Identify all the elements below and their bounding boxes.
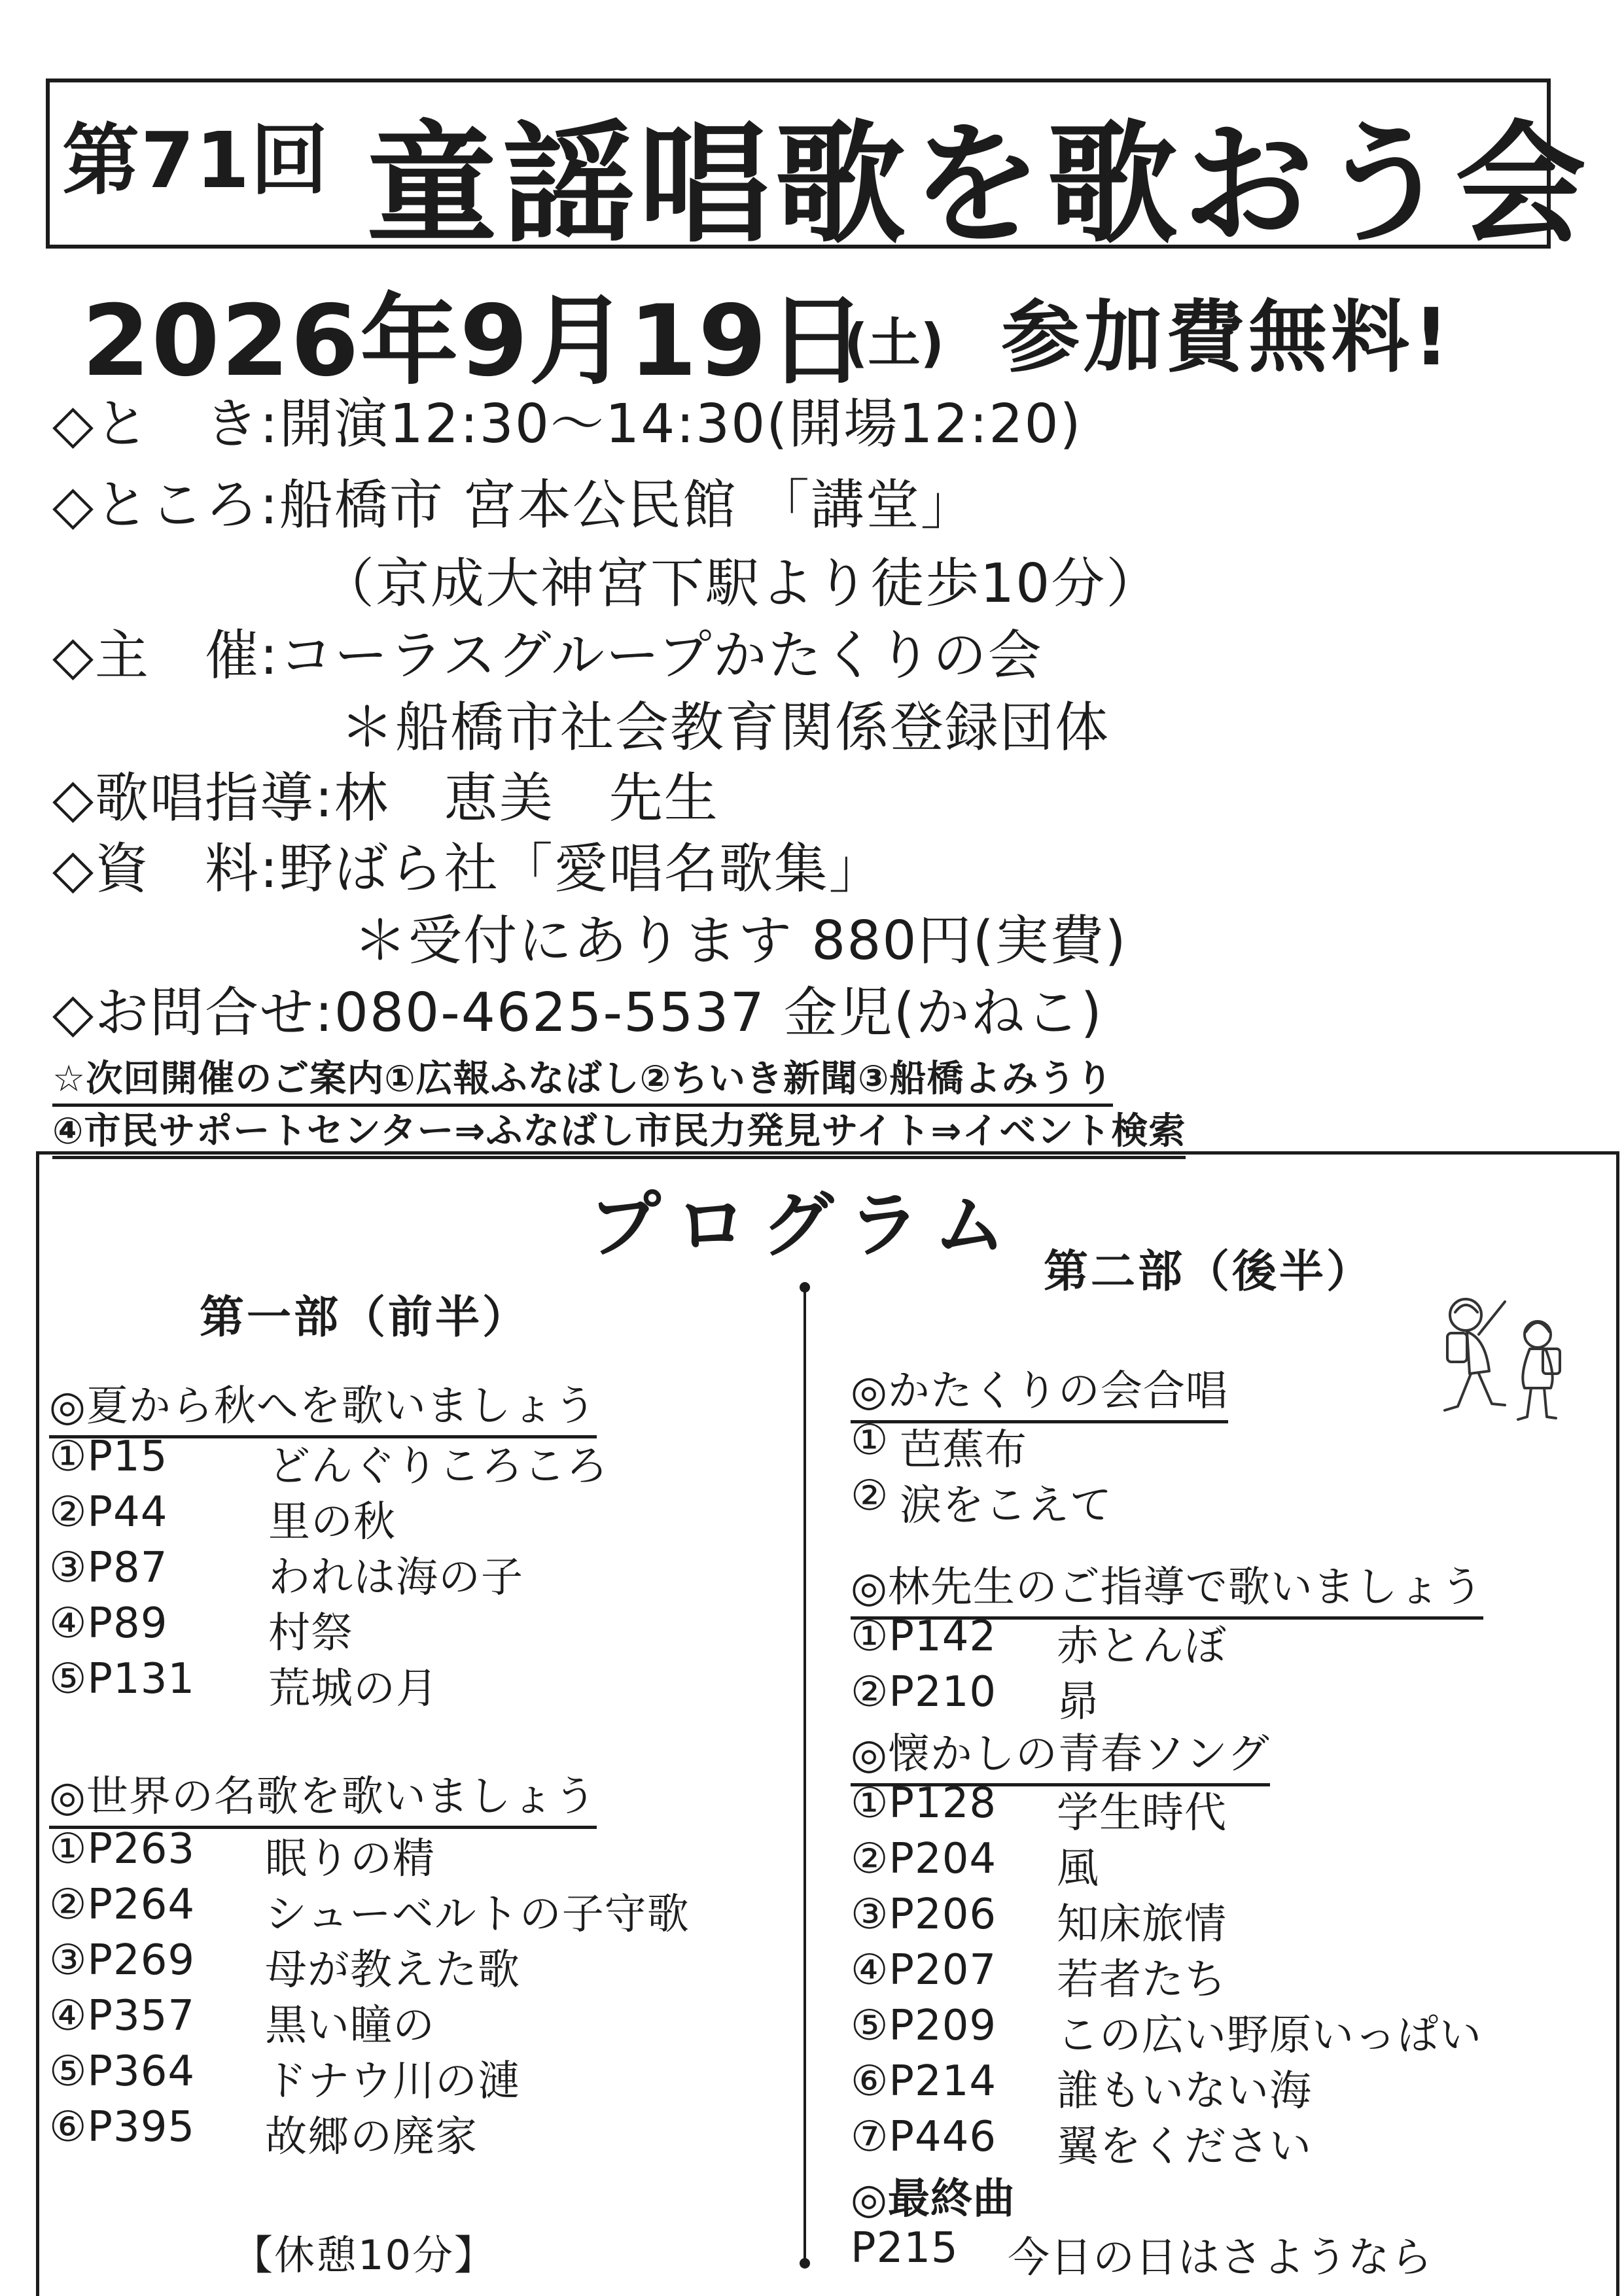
- list-item: [49, 1825, 195, 1873]
- part2-section1-title: ◎かたくりの会合唱: [851, 1357, 1228, 1423]
- info-organizer: ◇主 催:コーラスグループかたくりの会: [52, 625, 1043, 687]
- list-item: [851, 1779, 997, 1828]
- song-title: 若者たち: [1057, 1956, 1227, 2004]
- program-title: プログラム: [589, 1183, 1020, 1267]
- list-item: [49, 2103, 195, 2151]
- page-number: ⑦P446: [851, 2113, 997, 2161]
- list-item: [49, 1655, 195, 1703]
- song-title: 誰もいない海: [1057, 2067, 1312, 2115]
- song-title: 学生時代: [1057, 1789, 1227, 1837]
- list-item: [851, 1668, 997, 1716]
- page-number: ②P210: [851, 1668, 997, 1716]
- list-item: [851, 1946, 997, 1994]
- list-item: [49, 1599, 168, 1648]
- fee-label: 参加費無料!: [1001, 292, 1453, 383]
- divider-dot-top: [800, 1282, 810, 1293]
- column-divider: [803, 1282, 806, 2263]
- break-notice: 【休憩10分】: [232, 2231, 496, 2279]
- page-number: ⑤P364: [49, 2047, 196, 2096]
- song-title: 芭蕉布: [900, 1426, 1027, 1474]
- part1-section2-title: ◎世界の名歌を歌いましょう: [49, 1763, 597, 1829]
- page-number: ①P128: [851, 1779, 997, 1828]
- song-title: われは海の子: [268, 1554, 523, 1602]
- notice-line-1: ☆次回開催のご案内①広報ふなばし②ちいき新聞③船橋よみうり: [52, 1050, 1113, 1107]
- page-number: ⑥P395: [49, 2103, 196, 2151]
- song-title: 荒城の月: [268, 1665, 438, 1713]
- notice-line-2: ④市民サポートセンター⇒ふなばし市民力発見サイト⇒イベント検索: [52, 1102, 1186, 1159]
- part2-heading: 第二部（後半）: [1044, 1246, 1374, 1298]
- page-number: ③P206: [851, 1890, 997, 1939]
- page-number: ④P89: [49, 1599, 168, 1648]
- song-title: 昴: [1057, 1678, 1099, 1726]
- item-number: ②: [851, 1472, 889, 1520]
- children-illustration-icon: [1413, 1289, 1583, 1433]
- list-item: [851, 2057, 997, 2106]
- page-number: ③P269: [49, 1936, 196, 1985]
- song-title: この広い野原いっぱい: [1057, 2011, 1482, 2060]
- info-time: ◇と き:開演12:30〜14:30(開場12:20): [52, 393, 1082, 455]
- event-date: 2026年9月19日: [82, 285, 868, 398]
- list-item: [851, 1416, 889, 1465]
- info-instructor: ◇歌唱指導:林 恵美 先生: [52, 767, 719, 829]
- list-item: [851, 1890, 997, 1939]
- info-place: ◇ところ:船橋市 宮本公民館 「講堂」: [52, 474, 976, 536]
- info-organizer-note: ＊船橋市社会教育関係登録団体: [340, 697, 1110, 759]
- list-item: [49, 1488, 168, 1537]
- info-material-note: ＊受付にあります 880円(実費): [353, 910, 1127, 972]
- song-title: 故郷の廃家: [265, 2113, 478, 2161]
- page-number: ③P87: [49, 1544, 168, 1592]
- divider-dot-bottom: [800, 2258, 810, 2269]
- list-item: [851, 1835, 997, 1883]
- page-number: ⑤P131: [49, 1655, 196, 1703]
- page-number: ④P357: [49, 1992, 196, 2040]
- page-number: ②P204: [851, 1835, 997, 1883]
- page-number: ②P44: [49, 1488, 168, 1537]
- info-contact: ◇お問合せ:080-4625-5537 金児(かねこ): [52, 982, 1103, 1044]
- part1-heading: 第一部（前半）: [200, 1292, 530, 1344]
- event-title: 童謡唱歌を歌おう会: [366, 107, 1592, 261]
- page-number: ①P263: [49, 1825, 196, 1873]
- page-number: ⑤P209: [851, 2002, 997, 2050]
- song-title: 風: [1057, 1845, 1099, 1893]
- list-item: [851, 1472, 889, 1520]
- part2-section2-title: ◎林先生のご指導で歌いましょう: [851, 1554, 1483, 1620]
- song-title: ドナウ川の漣: [265, 2057, 520, 2106]
- song-title: 村祭: [268, 1609, 353, 1658]
- song-title: 黒い瞳の: [265, 2002, 435, 2050]
- list-item: [49, 1992, 195, 2040]
- event-weekday: (土): [844, 313, 945, 374]
- list-item: [851, 1612, 997, 1661]
- song-title: シューベルトの子守歌: [265, 1890, 690, 1939]
- list-item: [49, 1544, 168, 1592]
- part2-section3-title: ◎懐かしの青春ソング: [851, 1720, 1270, 1786]
- final-song: 今日の日はさようなら: [1008, 2234, 1433, 2282]
- final-page-number: P215: [851, 2224, 959, 2272]
- page-number: ②P264: [49, 1881, 196, 1929]
- list-item: [851, 2113, 997, 2161]
- page-number: ⑥P214: [851, 2057, 997, 2106]
- song-title: 里の秋: [268, 1498, 396, 1546]
- info-access: （京成大神宮下駅より徒歩10分）: [321, 553, 1161, 615]
- page-number: ④P207: [851, 1946, 997, 1994]
- page-number: ①P142: [851, 1612, 997, 1661]
- list-item: [851, 2002, 997, 2050]
- list-item: [49, 1881, 195, 1929]
- list-item: [49, 2047, 195, 2096]
- item-number: ①: [851, 1416, 889, 1465]
- final-song-title: ◎最終曲: [851, 2175, 1015, 2223]
- list-item: [49, 1936, 195, 1985]
- song-title: 翼をください: [1057, 2123, 1312, 2171]
- info-material: ◇資 料:野ばら社「愛唱名歌集」: [52, 838, 884, 900]
- event-number: 第71回: [62, 115, 330, 205]
- song-title: 涙をこえて: [900, 1482, 1112, 1530]
- page-number: ①P15: [49, 1433, 168, 1481]
- part1-section1-title: ◎夏から秋へを歌いましょう: [49, 1372, 597, 1438]
- song-title: 赤とんぼ: [1057, 1622, 1227, 1671]
- song-title: 眠りの精: [265, 1835, 435, 1883]
- song-title: 母が教えた歌: [265, 1946, 520, 1994]
- list-item: [49, 1433, 168, 1481]
- song-title: 知床旅情: [1057, 1900, 1227, 1949]
- song-title: どんぐりころころ: [268, 1442, 609, 1491]
